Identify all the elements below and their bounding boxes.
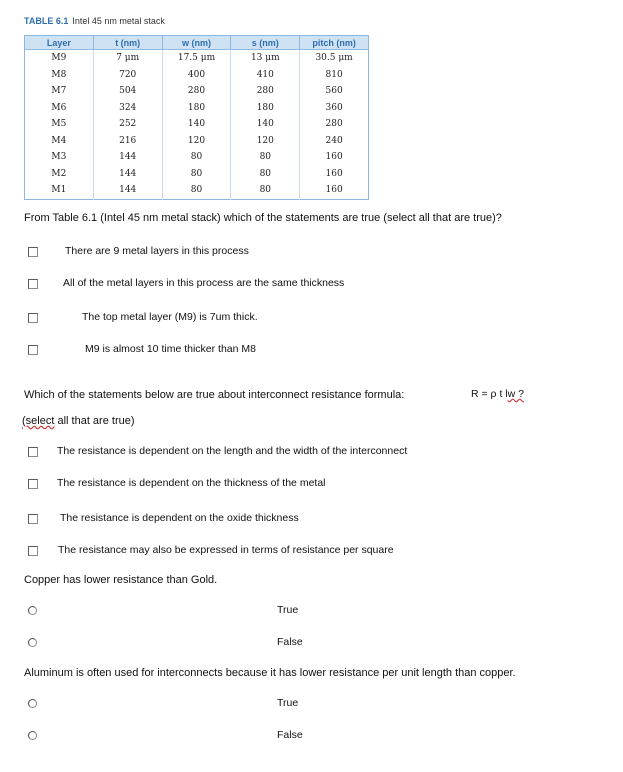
table-cell: 144: [93, 149, 162, 166]
q4-false-radio[interactable]: [28, 731, 37, 740]
table-cell: 120: [231, 133, 300, 150]
table-cell: 400: [162, 67, 231, 84]
table-cell: 80: [162, 182, 231, 199]
formula-prefix: R = ρ t l: [471, 388, 508, 400]
q2-option-1-checkbox[interactable]: [28, 447, 38, 457]
q2-option-2-label: The resistance is dependent on the thickness of the metal: [57, 477, 326, 489]
q2-sub-rest: all that are true): [54, 415, 135, 427]
resistance-formula: [471, 388, 524, 400]
table-label: TABLE 6.1: [24, 16, 69, 26]
table-cell: 560: [300, 83, 369, 100]
table-row: [25, 149, 369, 166]
q1-option-2-checkbox[interactable]: [28, 279, 38, 289]
q2-option-2-checkbox[interactable]: [28, 479, 38, 489]
table-cell: 280: [231, 83, 300, 100]
q2-option-3-checkbox[interactable]: [28, 514, 38, 524]
table-cell: 180: [162, 100, 231, 117]
table-cell: M2: [51, 168, 67, 179]
table-cell: M4: [51, 135, 67, 146]
table-cell: 324: [93, 100, 162, 117]
table-row: [25, 182, 369, 199]
table-cell: 80: [231, 182, 300, 199]
question-1-text: From Table 6.1 (Intel 45 nm metal stack) which of the statements are true (select all that are true)?: [24, 212, 502, 224]
table-cell: 144: [93, 182, 162, 199]
q2-option-4-label: The resistance may also be expressed in terms of resistance per square: [58, 544, 394, 556]
table-cell: M9: [51, 53, 67, 64]
table-row: [25, 50, 369, 67]
col-header-s: s (nm): [231, 36, 300, 50]
q2-option-1-label: The resistance is dependent on the length and the width of the interconnect: [57, 445, 408, 457]
table-cell: 80: [231, 166, 300, 183]
table-cell: 120: [162, 133, 231, 150]
table-cell: 30.5 μm: [300, 50, 369, 67]
table-cell: 160: [300, 166, 369, 183]
table-row: [25, 100, 369, 117]
col-header-layer: Layer: [25, 36, 94, 50]
table-caption: [24, 16, 165, 26]
table-cell: 140: [162, 116, 231, 133]
table-row: [25, 133, 369, 150]
q2-option-3-label: The resistance is dependent on the oxide thickness: [60, 512, 299, 524]
q3-true-radio[interactable]: [28, 606, 37, 615]
table-row: [25, 116, 369, 133]
table-cell: 280: [300, 116, 369, 133]
table-cell: 216: [93, 133, 162, 150]
q1-option-4-label: M9 is almost 10 time thicker than M8: [85, 343, 256, 355]
col-header-w: w (nm): [162, 36, 231, 50]
table-cell: 252: [93, 116, 162, 133]
q1-option-1-label: There are 9 metal layers in this process: [65, 245, 249, 257]
table-cell: 7 μm: [93, 50, 162, 67]
question-3-text: Copper has lower resistance than Gold.: [24, 574, 218, 586]
table-title: Intel 45 nm metal stack: [72, 16, 165, 26]
table-cell: M7: [51, 86, 67, 97]
table-cell: 17.5 μm: [162, 50, 231, 67]
formula-suffix: w ?: [507, 388, 524, 400]
q3-false-radio[interactable]: [28, 638, 37, 647]
table-cell: 160: [300, 182, 369, 199]
col-header-pitch: pitch (nm): [300, 36, 369, 50]
table-row: [25, 166, 369, 183]
question-4-text: Aluminum is often used for interconnects because it has lower resistance per unit length than copper.: [24, 667, 516, 679]
q1-option-2-label: All of the metal layers in this process are the same thickness: [63, 277, 345, 289]
table-cell: 140: [231, 116, 300, 133]
table-cell: 160: [300, 149, 369, 166]
table-cell: M1: [51, 185, 67, 196]
table-cell: 280: [162, 83, 231, 100]
table-cell: 504: [93, 83, 162, 100]
table-row: [25, 83, 369, 100]
q4-false-label: False: [277, 729, 303, 741]
q1-option-1-checkbox[interactable]: [28, 247, 38, 257]
question-2-subtext: [22, 415, 135, 427]
q1-option-4-checkbox[interactable]: [28, 345, 38, 355]
q3-true-label: True: [277, 604, 299, 616]
table-cell: 80: [231, 149, 300, 166]
q4-true-radio[interactable]: [28, 699, 37, 708]
q1-option-3-label: The top metal layer (M9) is 7um thick.: [82, 311, 258, 323]
metal-stack-table: [24, 35, 369, 200]
q2-select-word: (select: [22, 415, 55, 427]
q2-option-4-checkbox[interactable]: [28, 546, 38, 556]
q3-false-label: False: [277, 636, 303, 648]
table-cell: 80: [162, 166, 231, 183]
table-cell: 720: [93, 67, 162, 84]
q1-option-3-checkbox[interactable]: [28, 313, 38, 323]
col-header-t: t (nm): [93, 36, 162, 50]
q4-true-label: True: [277, 697, 299, 709]
table-cell: 80: [162, 149, 231, 166]
table-cell: 360: [300, 100, 369, 117]
table-cell: M5: [51, 119, 67, 130]
table-cell: 810: [300, 67, 369, 84]
table-cell: M8: [51, 69, 67, 80]
table-cell: 180: [231, 100, 300, 117]
table-cell: 13 μm: [231, 50, 300, 67]
table-header-row: [25, 36, 369, 50]
table-row: [25, 67, 369, 84]
table-cell: 144: [93, 166, 162, 183]
table-cell: M3: [51, 152, 67, 163]
table-cell: M6: [51, 102, 67, 113]
table-cell: 410: [231, 67, 300, 84]
table-cell: 240: [300, 133, 369, 150]
question-2-text: Which of the statements below are true about interconnect resistance formula:: [24, 389, 405, 401]
